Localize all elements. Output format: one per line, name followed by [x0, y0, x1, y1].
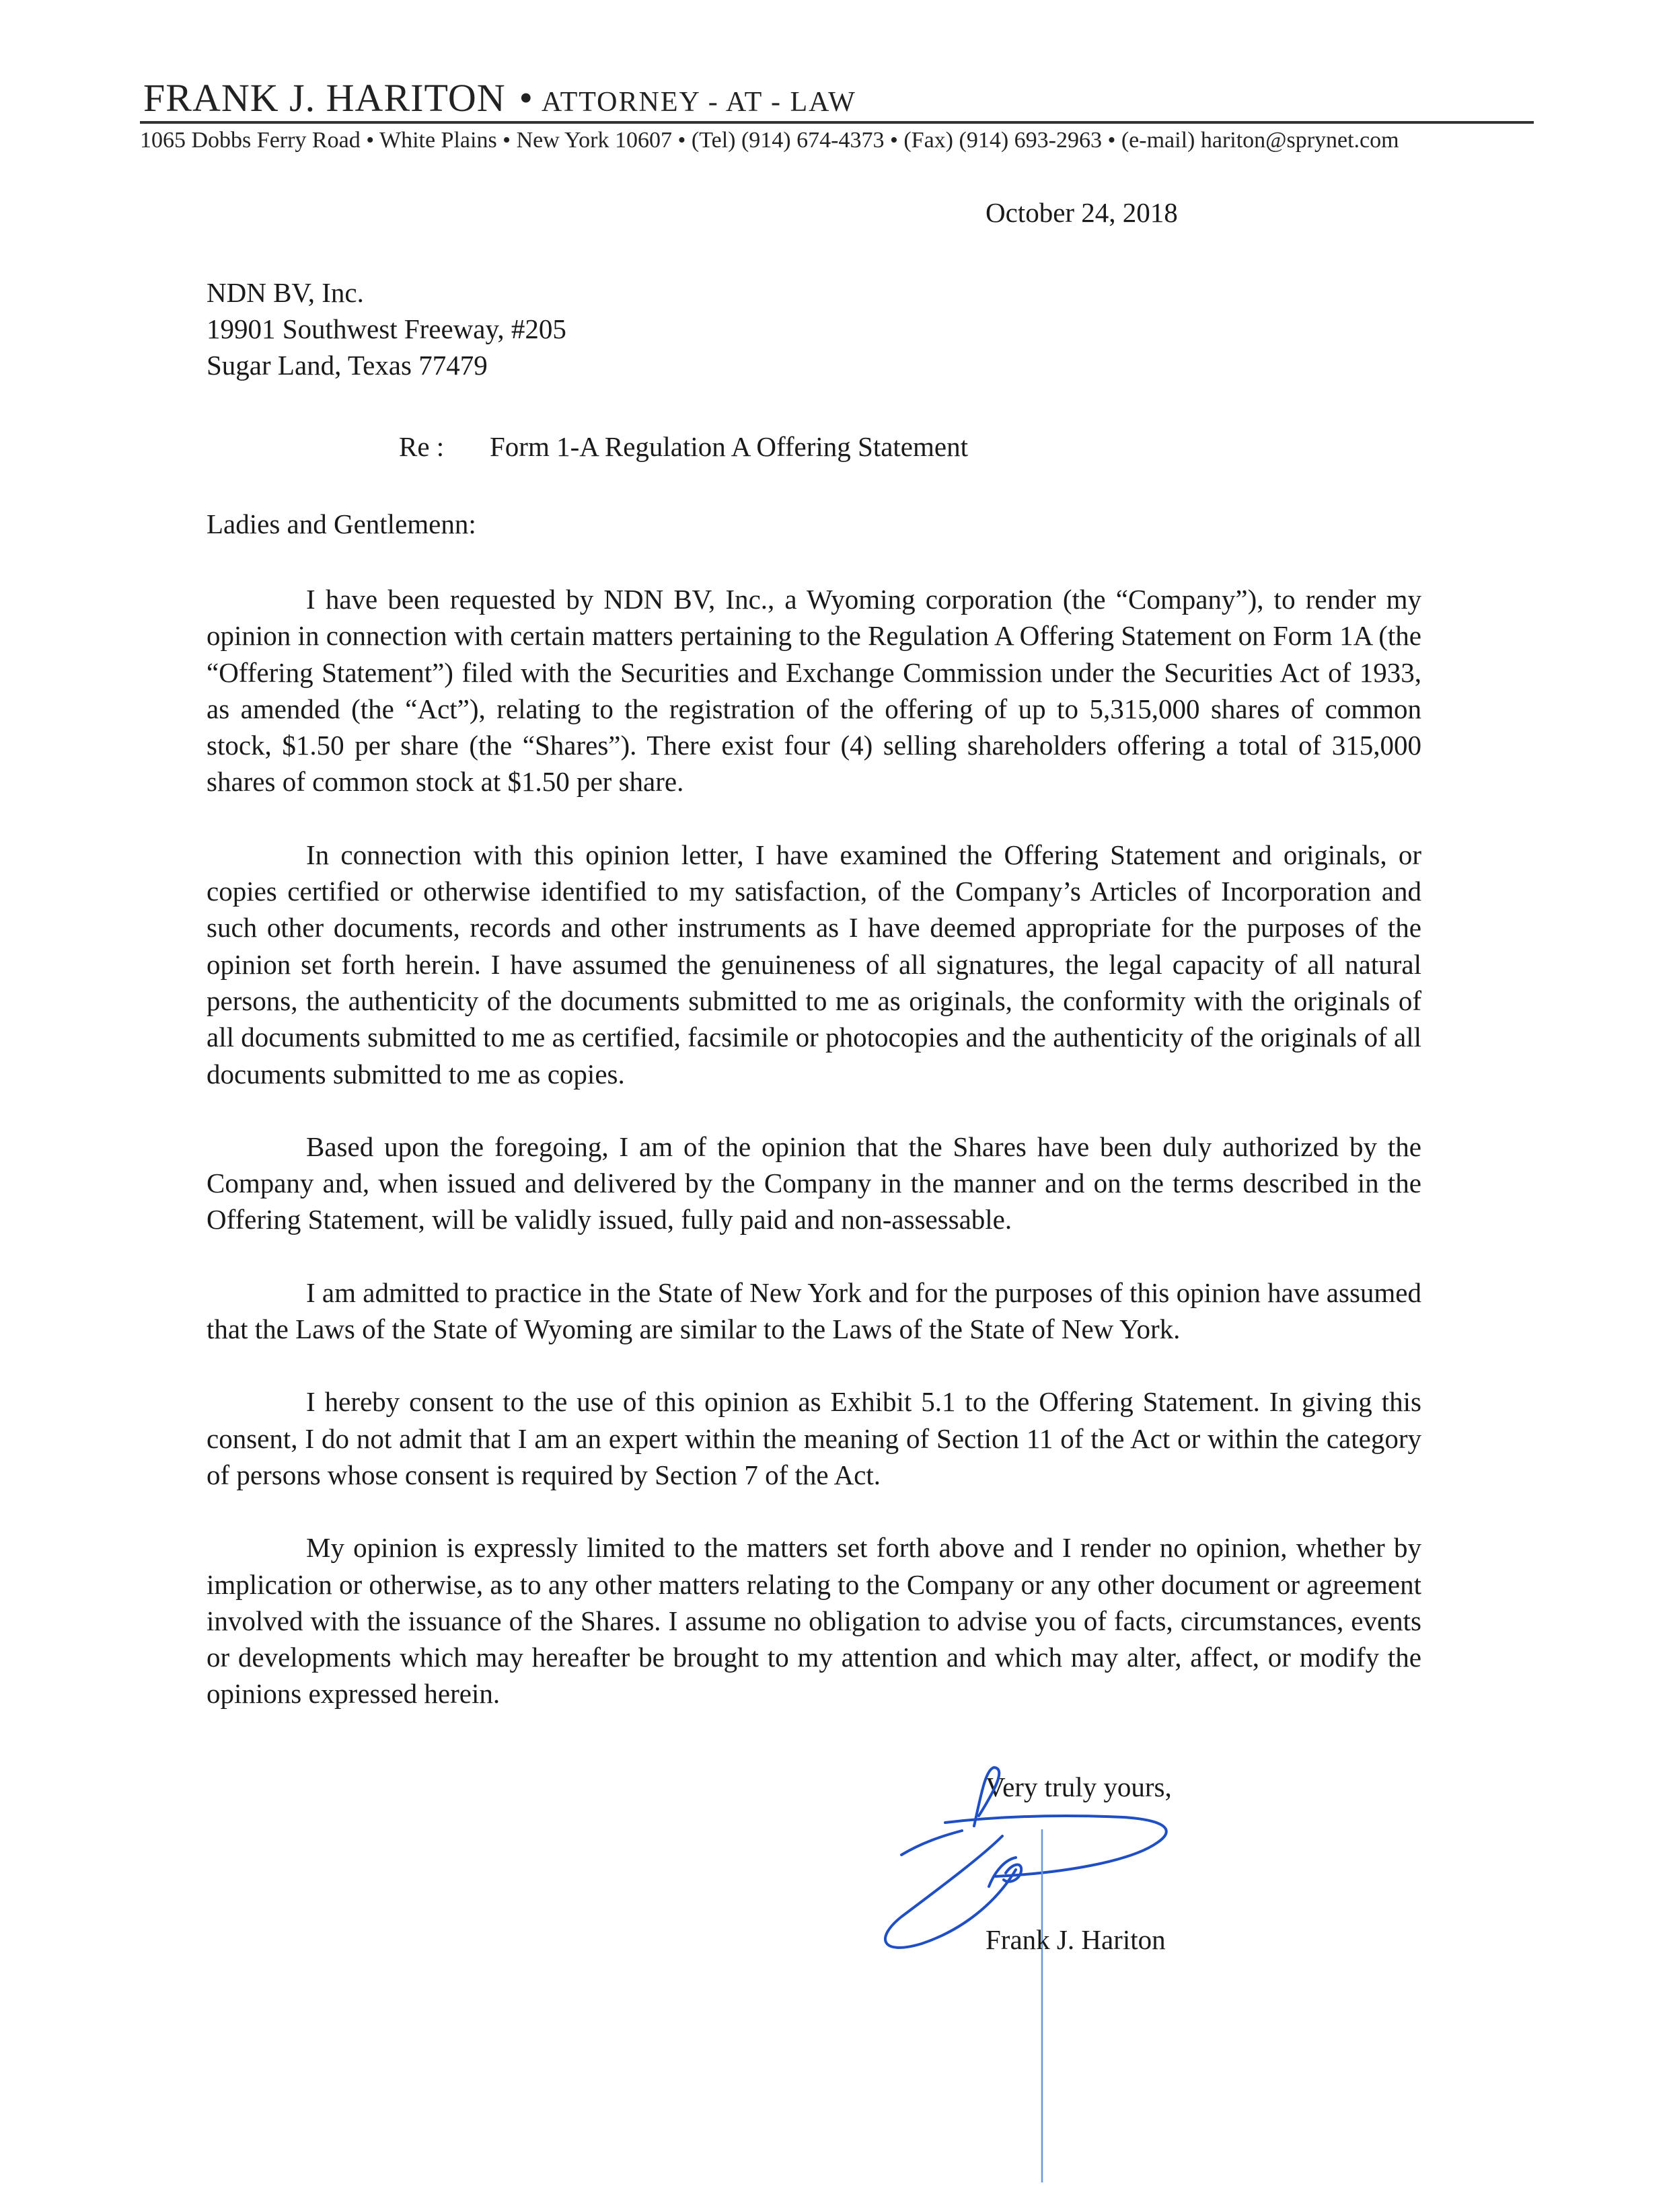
addressee-city: Sugar Land, Texas 77479: [207, 350, 488, 381]
letterhead-name: [143, 75, 856, 120]
handwritten-signature: [861, 1742, 1278, 2186]
addressee-street: 19901 Southwest Freeway, #205: [207, 313, 566, 344]
letter-body: [207, 581, 1421, 1749]
addressee-company: NDN BV, Inc.: [207, 277, 364, 308]
closing: Very truly yours,: [986, 1771, 1172, 1802]
re-line: [399, 430, 968, 463]
body-paragraph: I hereby consent to the use of this opinion as Exhibit 5.1 to the Offering Statement. In giving this consent, I do not admit that I am an expert within the meaning of Section 11 of the Act or within the category of persons whose consent is required by Section 7 of the Act.: [207, 1386, 1421, 1490]
salutation: Ladies and Gentlemenn:: [207, 508, 476, 539]
body-paragraph: I am admitted to practice in the State of New York and for the purposes of this opinion have assumed that the Laws of the State of Wyoming are similar to the Laws of the State of New York.: [207, 1276, 1421, 1345]
addressee-block: [207, 274, 566, 383]
letterhead-address: 1065 Dobbs Ferry Road • White Plains • New York 10607 • (Tel) (914) 674-4373 • (Fax) (914) 693-2963 • (e-mail) hariton@sprynet.com: [140, 128, 1399, 153]
letterhead-separator: •: [519, 76, 533, 120]
body-paragraph: Based upon the foregoing, I am of the opinion that the Shares have been duly authorized by the Company and, when issued and delivered by the Company in the manner and on the terms described in the Offering Statement, will be validly issued, fully paid and non-assessable.: [207, 1131, 1421, 1235]
attorney-name: FRANK J. HARITON: [143, 76, 506, 120]
body-paragraph: In connection with this opinion letter, I have examined the Offering Statement and originals, or copies certified or otherwise identified to my satisfaction, of the Company’s Articles of Incorporation and such other documents, records and other instruments as I have deemed appropriate for the purposes of the opinion set forth herein. I have assumed the genuineness of all signatures, the legal capacity of all natural persons, the authenticity of the documents submitted to me as originals, the conformity with the originals of all documents submitted to me as certified, facsimile or photocopies and the authenticity of the originals of all documents submitted to me as copies.: [207, 839, 1421, 1090]
re-subject: Form 1-A Regulation A Offering Statement: [490, 431, 968, 462]
letterhead-rule: [140, 121, 1534, 124]
body-paragraph: My opinion is expressly limited to the matters set forth above and I render no opinion, whether by implication or otherwise, as to any other matters relating to the Company or any other document or agreement involved with the issuance of the Shares. I assume no obligation to advise you of facts, circumstances, events or developments which may hereafter be brought to my attention and which may alter, affect, or modify the opinions expressed herein.: [207, 1532, 1421, 1710]
signatory-name: Frank J. Hariton: [986, 1924, 1166, 1955]
attorney-title: ATTORNEY - AT - LAW: [541, 87, 856, 118]
re-label: Re :: [399, 431, 445, 462]
letter-date: October 24, 2018: [986, 197, 1178, 228]
body-paragraph: I have been requested by NDN BV, Inc., a Wyoming corporation (the “Company”), to render my opinion in connection with certain matters pertaining to the Regulation A Offering Statement on Form 1A (the “Offering Statement”) filed with the Securities and Exchange Commission under the Securities Act of 1933, as amended (the “Act”), relating to the registration of the offering of up to 5,315,000 shares of common stock, $1.50 per share (the “Shares”). There exist four (4) selling shareholders offering a total of 315,000 shares of common stock at $1.50 per share.: [207, 584, 1421, 798]
